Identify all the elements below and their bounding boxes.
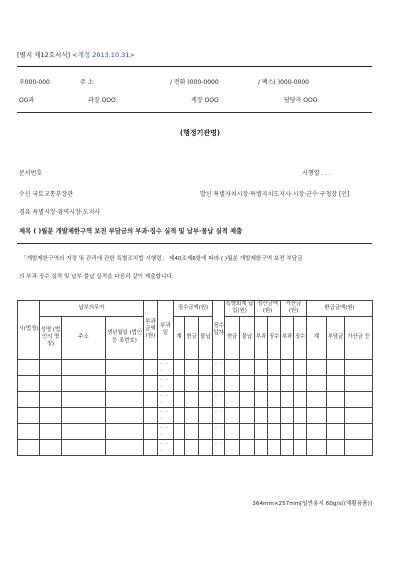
subject-rule: [17, 243, 372, 244]
table-body: [18, 359, 373, 455]
table-cell: [185, 407, 199, 423]
levy-date-cell: . . .: [158, 375, 174, 391]
levy-date-cell: . . .: [158, 439, 174, 455]
doc-subject: 제목 ( )월분 개발제한구역 보전 부담금의 부과·징수 실적 및 납부·물납 실적 제출: [19, 228, 243, 235]
header-levy-date: 부과일: [158, 301, 174, 360]
collect-date-cell: . . .: [213, 375, 225, 391]
table-cell: [345, 439, 373, 455]
sender-officer: 담당자 OOO: [284, 97, 318, 104]
table-cell: [185, 359, 199, 375]
sender-division: OO과: [19, 97, 35, 104]
table-cell: [62, 391, 106, 407]
table-cell: [106, 359, 144, 375]
table-cell: [199, 375, 213, 391]
header-refund-charge: 부담금: [327, 316, 345, 359]
header-collect-date: 징수일자: [213, 301, 225, 360]
table-cell: [225, 423, 240, 439]
table-cell: [106, 439, 144, 455]
info-rule: [17, 112, 372, 113]
doc-via: 경유 특별시장·광역시장·도지사: [19, 209, 101, 216]
table-cell: [327, 423, 345, 439]
table-cell: [40, 407, 62, 423]
table-cell: [327, 407, 345, 423]
table-cell: [144, 439, 158, 455]
table-cell: [345, 407, 373, 423]
table-cell: [40, 375, 62, 391]
header-add-collect: 징수: [294, 316, 307, 359]
doc-number-label: 문서번호: [19, 170, 43, 177]
header-addition: 가산금 (원): [281, 301, 307, 317]
table-cell: [18, 407, 40, 423]
header-settle-collect: 징수: [268, 316, 281, 359]
table-cell: [268, 423, 281, 439]
table-cell: [144, 391, 158, 407]
table-cell: [240, 439, 255, 455]
table-cell: [185, 439, 199, 455]
table-cell: [327, 391, 345, 407]
table-cell: [281, 423, 294, 439]
table-cell: [225, 439, 240, 455]
table-cell: [281, 407, 294, 423]
table-cell: [240, 375, 255, 391]
sender-address-label: 주 소: [80, 79, 94, 86]
header-payer: 납부의무자: [40, 301, 144, 317]
levy-date-cell: . . .: [158, 359, 174, 375]
table-cell: [18, 439, 40, 455]
sender-director: 과장 OOO: [88, 97, 116, 104]
table-cell: [345, 391, 373, 407]
table-cell: [345, 359, 373, 375]
table-cell: [268, 391, 281, 407]
table-cell: [199, 359, 213, 375]
header-settle-levy: 부과: [255, 316, 268, 359]
table-cell: [307, 359, 327, 375]
table-cell: [18, 375, 40, 391]
header-add-levy: 부과: [281, 316, 294, 359]
table-cell: [225, 391, 240, 407]
table-cell: [62, 423, 106, 439]
form-label-line: [17, 52, 135, 59]
header-special: 특별회계 납입(원): [225, 301, 254, 315]
header-collect-cash: 현금: [185, 316, 199, 359]
table-cell: [255, 391, 268, 407]
sender-fax: / 팩스( )000-0000: [258, 79, 309, 86]
header-refund-total: 계: [307, 316, 327, 359]
table-cell: [307, 407, 327, 423]
table-cell: [307, 391, 327, 407]
header-refund: 환급금액(원): [307, 301, 373, 317]
table-cell: [199, 423, 213, 439]
table-cell: [255, 423, 268, 439]
table-cell: [174, 423, 185, 439]
table-cell: [294, 423, 307, 439]
table-cell: [199, 407, 213, 423]
table-cell: [62, 375, 106, 391]
table-row: [18, 439, 373, 455]
revision-note: <개정 2013.10.31>: [72, 51, 135, 59]
table-cell: [174, 391, 185, 407]
doc-sender: 발신 특별자치시장·특별자치도지사·시장·군수·구청장 [인]: [200, 191, 350, 198]
table-cell: [345, 375, 373, 391]
table-cell: [40, 423, 62, 439]
header-levy-amount: 부과 금액 (원): [144, 301, 158, 360]
table-cell: [281, 391, 294, 407]
table-cell: [268, 375, 281, 391]
table-cell: [307, 439, 327, 455]
org-name: (행정기관명): [179, 129, 221, 137]
header-collect-total: 계: [174, 316, 185, 359]
table-cell: [144, 407, 158, 423]
header-name: 성명 (법인의 명칭): [40, 316, 62, 359]
table-cell: [327, 439, 345, 455]
doc-recipient: 수신 국토교통부장관: [19, 191, 74, 198]
table-cell: [225, 375, 240, 391]
table-row: [18, 391, 373, 407]
header-special-kind: 물납: [240, 316, 255, 359]
table-cell: [18, 423, 40, 439]
table-cell: [281, 439, 294, 455]
table-cell: [294, 407, 307, 423]
sender-zipcode: 우000-000: [19, 79, 50, 86]
table-cell: [144, 375, 158, 391]
table-cell: [281, 359, 294, 375]
header-refund-addition: 가산금 등: [345, 316, 373, 359]
form-label: [별지 제12호서식]: [17, 51, 71, 59]
table-cell: [327, 359, 345, 375]
levy-date-cell: . . .: [158, 407, 174, 423]
table-cell: [225, 407, 240, 423]
table-cell: [174, 375, 185, 391]
table-cell: [62, 359, 106, 375]
table-cell: [294, 359, 307, 375]
table-row: [18, 423, 373, 439]
table-cell: [255, 375, 268, 391]
levy-results-table: [17, 300, 373, 456]
table-cell: [294, 375, 307, 391]
table-cell: [199, 439, 213, 455]
table-cell: [268, 359, 281, 375]
header-city: 시(법정): [18, 301, 40, 360]
header-collected: 징수금액(원): [174, 301, 213, 317]
collect-date-cell: . . .: [213, 391, 225, 407]
table-cell: [294, 439, 307, 455]
table-cell: [174, 359, 185, 375]
levy-date-cell: . . .: [158, 423, 174, 439]
table-cell: [185, 423, 199, 439]
table-cell: [185, 391, 199, 407]
table-cell: [18, 391, 40, 407]
table-cell: [106, 407, 144, 423]
table-cell: [199, 391, 213, 407]
table-cell: [144, 359, 158, 375]
table-cell: [281, 375, 294, 391]
table-cell: [144, 423, 158, 439]
table-cell: [40, 391, 62, 407]
collect-date-cell: . . .: [213, 423, 225, 439]
body-line-1: 「개발제한구역의 지정 및 관리에 관한 특별조치법 시행령」 제40조제6항에 따라 ( )월분 개발제한구역 보전 부담금: [21, 256, 303, 262]
table-cell: [240, 423, 255, 439]
table-cell: [240, 391, 255, 407]
table-cell: [307, 423, 327, 439]
header-settle: 정산금액 (원): [255, 301, 281, 317]
table-cell: [225, 359, 240, 375]
header-special-cash: 현금: [225, 316, 240, 359]
table-cell: [255, 439, 268, 455]
header-address: 주소: [62, 316, 106, 359]
body-line-2: 의 부과·징수 실적 및 납부·물납 실적을 다음과 같이 제출합니다.: [19, 274, 174, 280]
table-cell: [62, 439, 106, 455]
table-cell: [345, 423, 373, 439]
collect-date-cell: . . .: [213, 359, 225, 375]
table-cell: [174, 407, 185, 423]
table-cell: [106, 391, 144, 407]
table-cell: [106, 375, 144, 391]
collect-date-cell: . . .: [213, 407, 225, 423]
paper-spec: 364mm×257mm[일반용지 60g/㎡(재활용품)]: [252, 501, 372, 507]
table-row: [18, 407, 373, 423]
table-cell: [62, 407, 106, 423]
sender-chief: 계장 OOO: [191, 97, 219, 104]
table-cell: [174, 439, 185, 455]
table-cell: [240, 359, 255, 375]
table-cell: [294, 391, 307, 407]
table-cell: [268, 439, 281, 455]
table-cell: [40, 359, 62, 375]
doc-date: 시행일 . . .: [302, 170, 331, 177]
table-cell: [255, 359, 268, 375]
table-cell: [327, 375, 345, 391]
header-birth: 생년월일 (법인 등 록번호): [106, 316, 144, 359]
table-cell: [268, 407, 281, 423]
table-row: [18, 359, 373, 375]
levy-date-cell: . . .: [158, 391, 174, 407]
sender-phone: / 전화 )000-0000: [170, 79, 219, 86]
table-cell: [307, 375, 327, 391]
table-cell: [40, 439, 62, 455]
table-cell: [255, 407, 268, 423]
table-cell: [106, 423, 144, 439]
header-rule: [17, 66, 372, 67]
header-collect-kind: 물납: [199, 316, 213, 359]
table-cell: [18, 359, 40, 375]
collect-date-cell: . . .: [213, 439, 225, 455]
table-cell: [185, 375, 199, 391]
table-cell: [240, 407, 255, 423]
table-row: [18, 375, 373, 391]
